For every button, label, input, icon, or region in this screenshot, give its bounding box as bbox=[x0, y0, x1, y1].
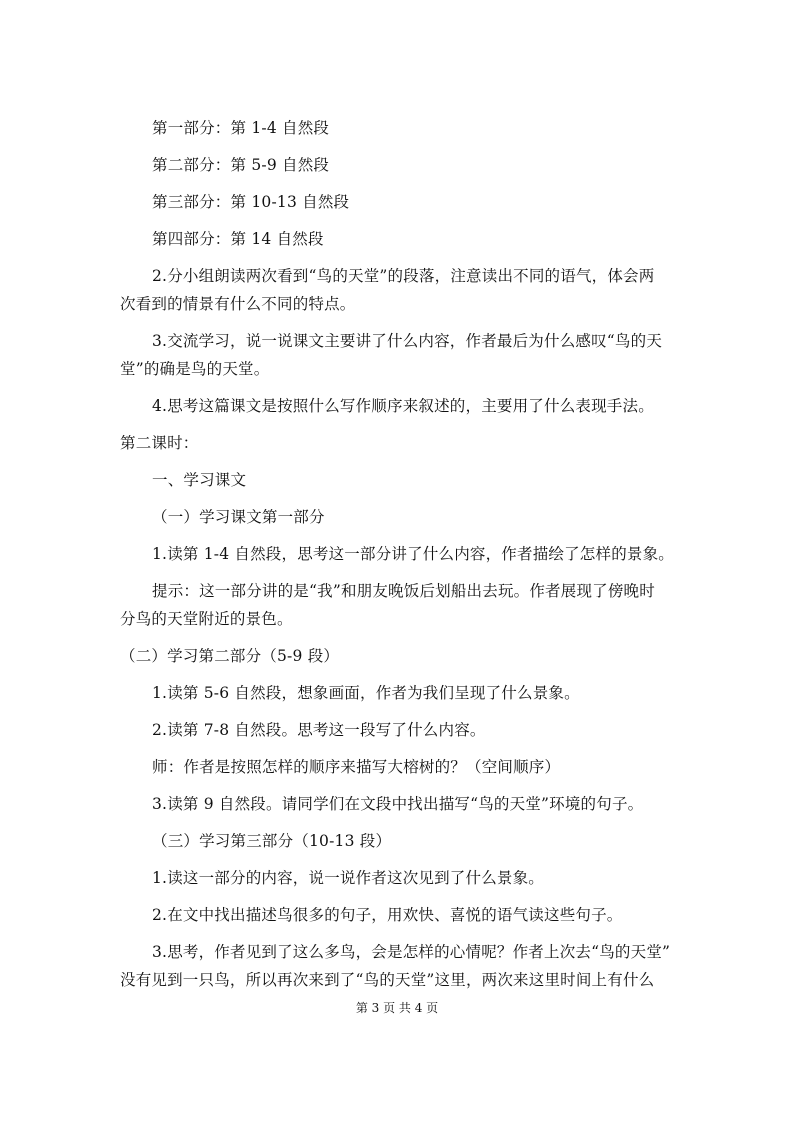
text-line: 3.思考，作者见到了这么多鸟，会是怎样的心情呢？作者上次去“鸟的天堂” bbox=[152, 943, 671, 961]
text-line: 第三部分：第 10-13 自然段 bbox=[152, 193, 350, 211]
text-line: 师：作者是按照怎样的顺序来描写大榕树的？（空间顺序） bbox=[152, 758, 561, 776]
text-line: 堂”的确是鸟的天堂。 bbox=[120, 360, 270, 378]
text-line: 一、学习课文 bbox=[152, 471, 247, 489]
text-line: 提示：这一部分讲的是“我”和朋友晚饭后划船出去玩。作者展现了傍晚时 bbox=[152, 582, 655, 600]
text-line: 3.读第 9 自然段。请同学们在文段中找出描写“鸟的天堂”环境的句子。 bbox=[152, 795, 644, 813]
text-line: （一）学习课文第一部分 bbox=[152, 508, 325, 526]
text-line: 3.交流学习，说一说课文主要讲了什么内容，作者最后为什么感叹“鸟的天 bbox=[152, 332, 663, 350]
text-line: 2.在文中找出描述鸟很多的句子，用欢快、喜悦的语气读这些句子。 bbox=[152, 906, 623, 924]
text-line: 分鸟的天堂附近的景色。 bbox=[120, 610, 293, 628]
text-line: （二）学习第二部分（5-9 段） bbox=[120, 647, 340, 665]
text-line: 1.读第 5-6 自然段，想象画面，作者为我们呈现了什么景象。 bbox=[152, 684, 580, 702]
text-line: （三）学习第三部分（10-13 段） bbox=[152, 832, 392, 850]
text-line: 第四部分：第 14 自然段 bbox=[152, 230, 324, 248]
text-line: 1.读第 1-4 自然段，思考这一部分讲了什么内容，作者描绘了怎样的景象。 bbox=[152, 545, 675, 563]
page-number-footer: 第 3 页 共 4 页 bbox=[355, 1001, 439, 1015]
text-line: 第一部分：第 1-4 自然段 bbox=[152, 119, 330, 137]
text-line: 2.分小组朗读两次看到“鸟的天堂”的段落，注意读出不同的语气，体会两 bbox=[152, 267, 655, 285]
text-line: 没有见到一只鸟，所以再次来到了“鸟的天堂”这里，两次来这里时间上有什么 bbox=[120, 971, 655, 989]
text-line: 第二部分：第 5-9 自然段 bbox=[152, 156, 330, 174]
text-line: 2.读第 7-8 自然段。思考这一段写了什么内容。 bbox=[152, 721, 486, 739]
text-line: 1.读这一部分的内容，说一说作者这次见到了什么景象。 bbox=[152, 869, 544, 887]
text-line: 次看到的情景有什么不同的特点。 bbox=[120, 295, 356, 313]
text-line: 4.思考这篇课文是按照什么写作顺序来叙述的，主要用了什么表现手法。 bbox=[152, 397, 654, 415]
text-line: 第二课时： bbox=[120, 434, 199, 452]
